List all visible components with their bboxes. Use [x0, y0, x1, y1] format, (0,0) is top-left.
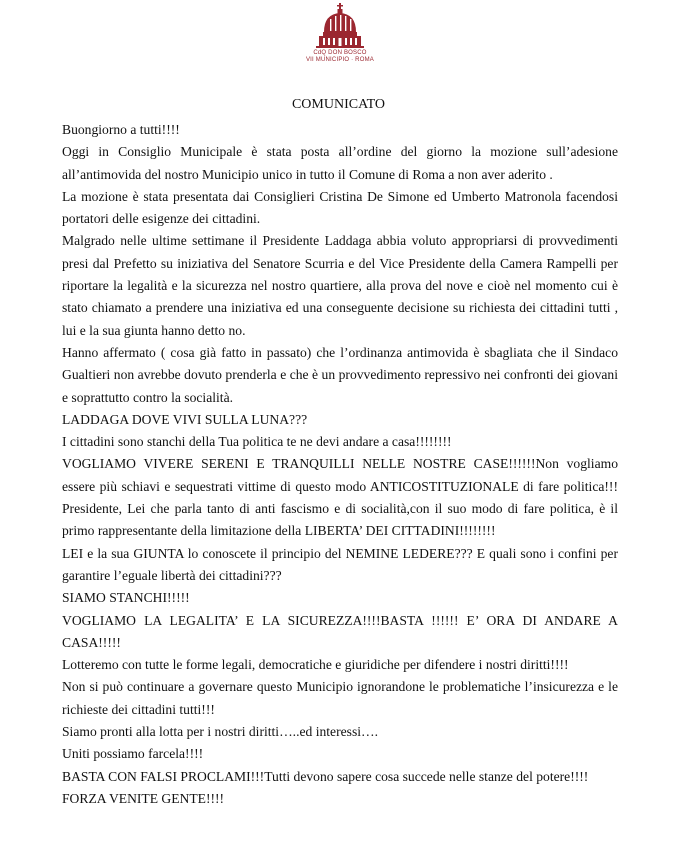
text-line: Malgrado nelle ultime settimane il Presidente Laddaga abbia voluto appropriarsi di provvedimenti — [62, 233, 618, 249]
text-line: Non si può continuare a governare questo Municipio ignorandone le problematiche l’insicurezza e le — [62, 679, 618, 695]
text-line: stato chiamato a prendere una iniziativa ed una conseguente decisione su richiesta dei cittadini tutti , — [62, 300, 618, 316]
text-line: La mozione è stata presentata dai Consiglieri Cristina De Simone ed Umberto Matronola facendosi — [62, 188, 618, 204]
text-line: Oggi in Consiglio Municipale è stata posta all’ordine del giorno la mozione sull’adesione — [62, 144, 618, 160]
text-line: primo rappresentante della limitazione della LIBERTA’ DEI CITTADINI!!!!!!!! — [62, 523, 496, 539]
text-line: e soprattutto contro la socialità. — [62, 389, 234, 405]
text-line: BASTA CON FALSI PROCLAMI!!!Tutti devono sapere cosa succede nelle stanze del potere!!!! — [62, 768, 589, 784]
text-line: VOGLIAMO VIVERE SERENI E TRANQUILLI NELLE NOSTRE CASE!!!!!!Non vogliamo — [62, 456, 618, 472]
text-line: I cittadini sono stanchi della Tua politica te ne devi andare a casa!!!!!!!! — [62, 434, 452, 450]
logo-caption-line1: CdQ DON BOSCO — [313, 50, 367, 56]
text-line: lui e la sua giunta hanno detto no. — [62, 322, 246, 338]
text-line: presi dal Prefetto su iniziativa del Senatore Scurria e del Vice Presidente della Camera Rampelli per — [62, 255, 618, 271]
text-line: richieste dei cittadini tutti!!! — [62, 701, 215, 717]
text-line: Buongiorno a tutti!!!! — [62, 122, 180, 137]
page-title: COMUNICATO — [291, 97, 386, 112]
text-line: SIAMO STANCHI!!!!! — [62, 590, 190, 606]
text-line: FORZA VENITE GENTE!!!! — [62, 790, 225, 806]
text-line: CASA!!!!! — [62, 634, 121, 650]
text-line: riportare la legalità e la sicurezza nel nostro quartiere, alla prova del nove e cioè nel momento cui è — [62, 278, 618, 294]
logo — [300, 2, 380, 68]
text-line: LADDAGA DOVE VIVI SULLA LUNA??? — [62, 411, 308, 427]
text-line: VOGLIAMO LA LEGALITA’ E LA SICUREZZA!!!!BASTA !!!!!! E’ ORA DI ANDARE A — [62, 612, 618, 628]
text-line: garantire l’eguale libertà dei cittadini??? — [62, 567, 282, 583]
text-line: LEI e la sua GIUNTA lo conoscete il principio del NEMINE LEDERE??? E quali sono i confini per — [62, 545, 618, 561]
dome-icon — [300, 2, 380, 50]
text-line: Uniti possiamo farcela!!!! — [62, 746, 204, 762]
text-line: all’antimovida del nostro Municipio unico in tutto il Comune di Roma a non aver aderito . — [62, 166, 553, 182]
text-line: Presidente, Lei che parla tanto di anti fascismo e di socialità,con il suo modo di fare politica, è il — [62, 501, 618, 517]
document-body — [62, 119, 618, 810]
logo-caption-line2: VII MUNICIPIO · ROMA — [305, 57, 374, 63]
text-line: Lotteremo con tutte le forme legali, democratiche e giuridiche per difendere i nostri diritti!!!! — [62, 657, 569, 673]
text-line: Gualtieri non avrebbe dovuto prenderla e che è un provvedimento repressivo nei confronti dei giovani — [62, 367, 618, 383]
text-line: portatori delle esigenze dei cittadini. — [62, 211, 261, 227]
text-line: Hanno affermato ( cosa già fatto in passato) che l’ordinanza antimovida è sbagliata che il Sindaco — [62, 344, 618, 360]
text-line: essere più schiavi e sequestrati vittime di questo modo ANTICOSTITUZIONALE di fare politica!!! — [62, 478, 618, 494]
text-line: Siamo pronti alla lotta per i nostri diritti…..ed interessi…. — [62, 724, 379, 740]
